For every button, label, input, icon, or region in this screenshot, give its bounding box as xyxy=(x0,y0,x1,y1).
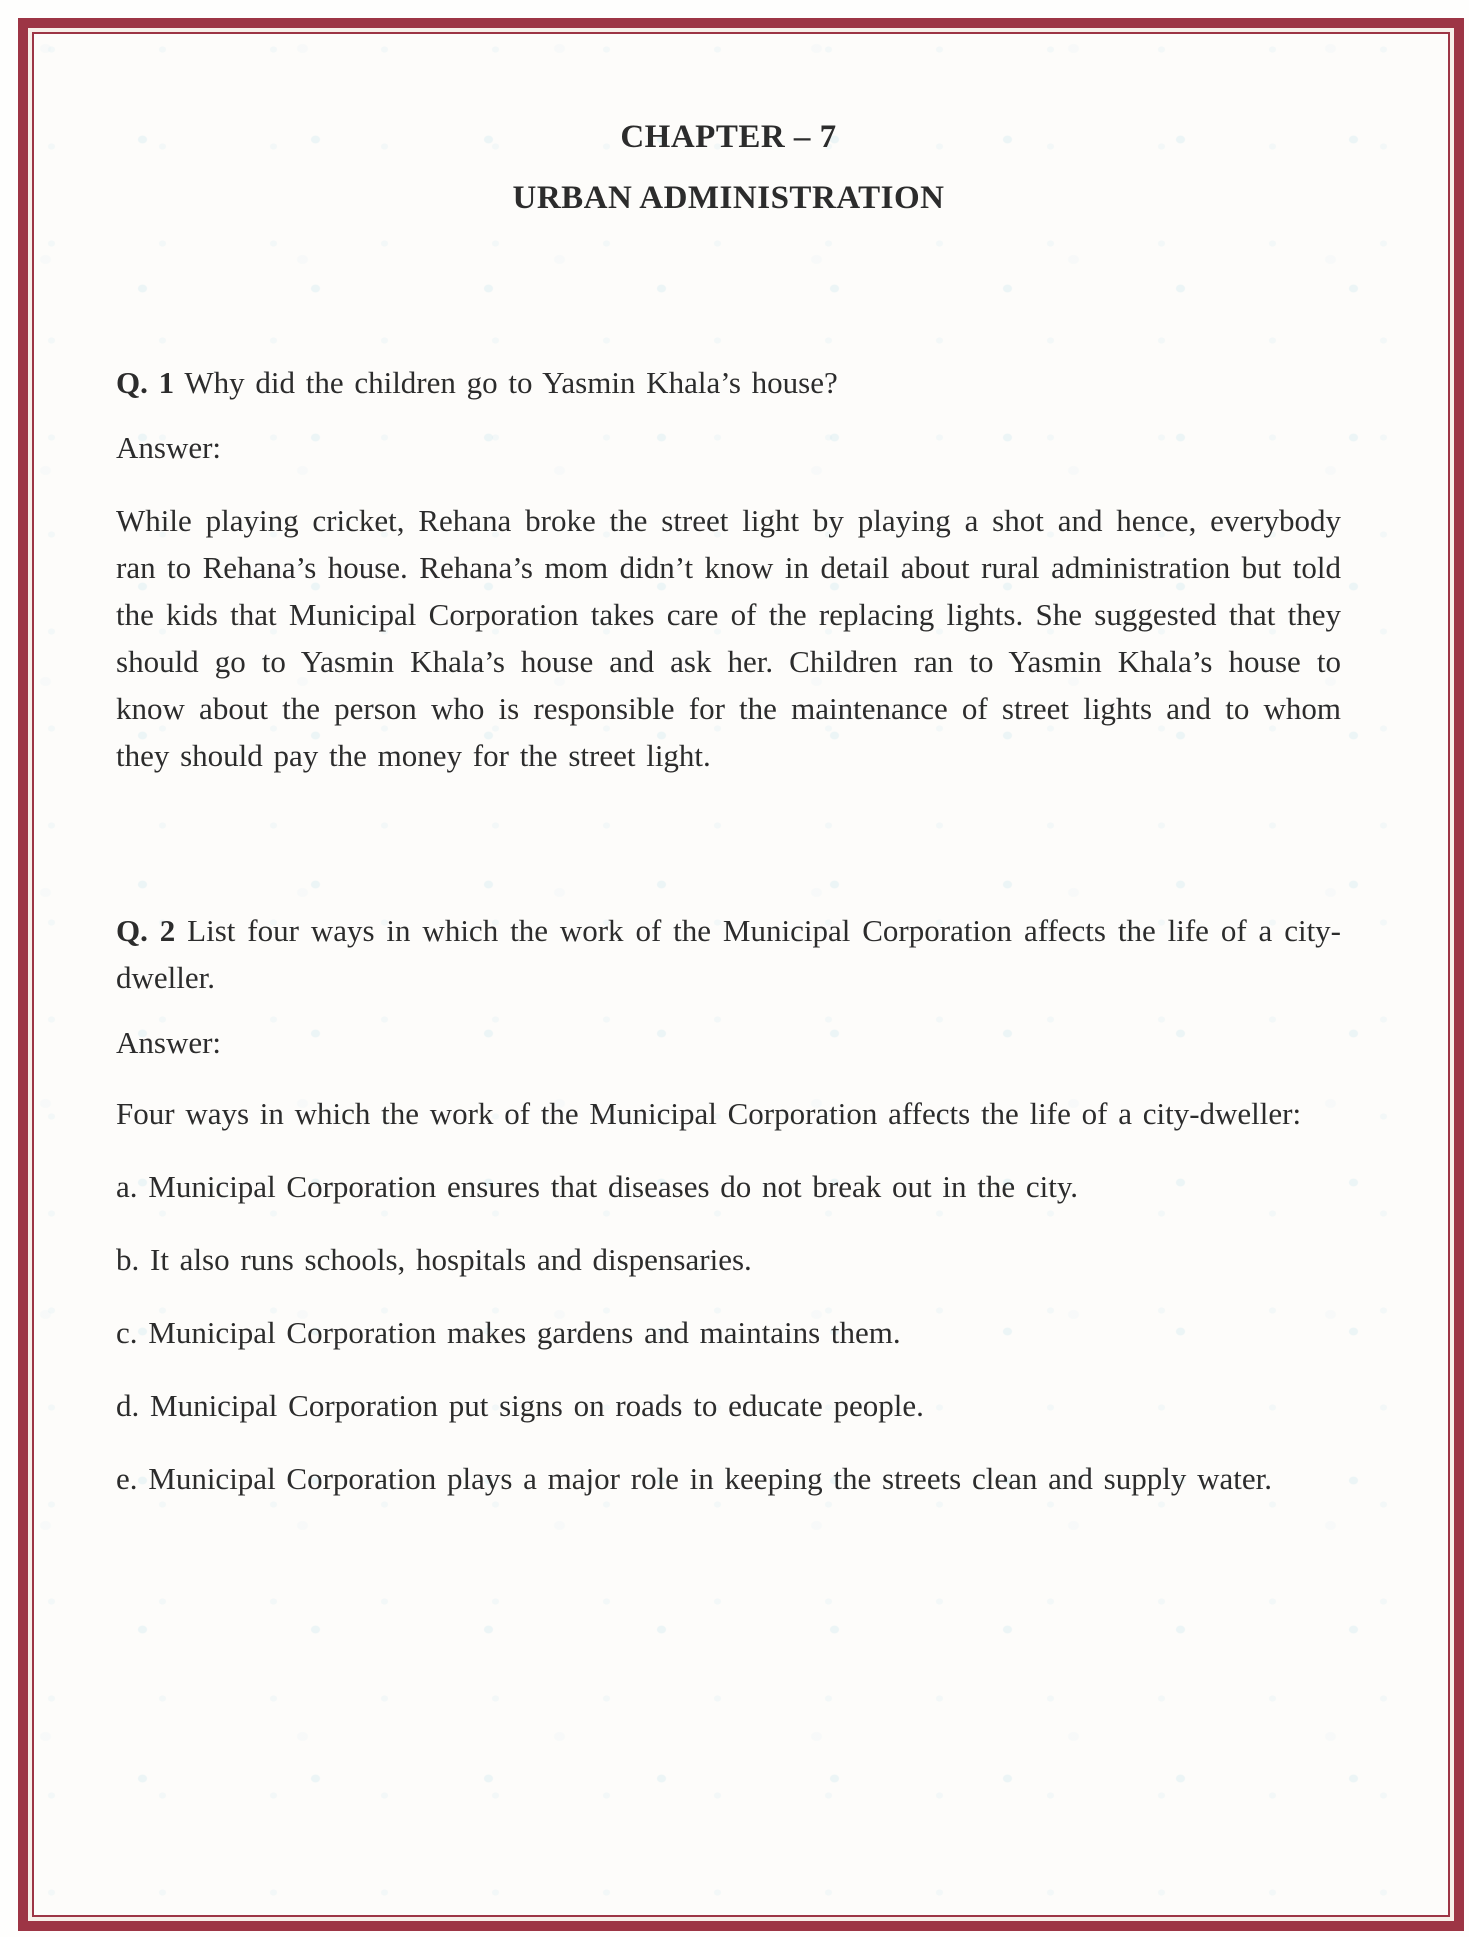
chapter-title: CHAPTER – 7 xyxy=(620,119,837,155)
answer-list-item-e: e. Municipal Corporation plays a major role in keeping the streets clean and supply water. xyxy=(116,1461,1272,1496)
answer-1-paragraph: While playing cricket, Rehana broke the street light by playing a shot and hence, everybody ran to Rehana’s house. Rehana’s mom didn’t know in detail about rural administration but told the kids that Municipal Corporation takes care of the replacing lights. She suggested that they should go to Yasmin Khala’s house and ask her. Children ran to Yasmin Khala’s house to know about the person who is responsible for the maintenance of street lights and to whom they should pay the money for the street light. xyxy=(116,503,1341,773)
answer-2-list xyxy=(116,1163,1341,1502)
question-1-section xyxy=(116,359,1341,779)
chapter-subtitle: URBAN ADMINISTRATION xyxy=(512,180,945,216)
question-2-section xyxy=(116,907,1341,1502)
question-1-text: Why did the children go to Yasmin Khala’s house? xyxy=(184,365,838,400)
answer-list-item-c: c. Municipal Corporation makes gardens and maintains them. xyxy=(116,1315,901,1350)
question-1 xyxy=(116,359,1341,406)
answer-2-intro: Four ways in which the work of the Municipal Corporation affects the life of a city-dweller: xyxy=(116,1096,1302,1131)
page-border-inner xyxy=(32,32,1450,1917)
answer-list-item-b: b. It also runs schools, hospitals and dispensaries. xyxy=(116,1242,752,1277)
question-2-text: List four ways in which the work of the Municipal Corporation affects the life of a city-dweller. xyxy=(116,913,1342,995)
question-2 xyxy=(116,907,1341,1001)
question-1-label: Q. 1 xyxy=(116,365,175,400)
answer-list-item-a: a. Municipal Corporation ensures that diseases do not break out in the city. xyxy=(116,1169,1079,1204)
answer-1-label: Answer: xyxy=(116,430,222,465)
answer-list-item-d: d. Municipal Corporation put signs on roads to educate people. xyxy=(116,1388,924,1423)
question-2-label: Q. 2 xyxy=(116,913,176,948)
page-border-outer xyxy=(18,18,1464,1931)
answer-2-label: Answer: xyxy=(116,1025,222,1060)
